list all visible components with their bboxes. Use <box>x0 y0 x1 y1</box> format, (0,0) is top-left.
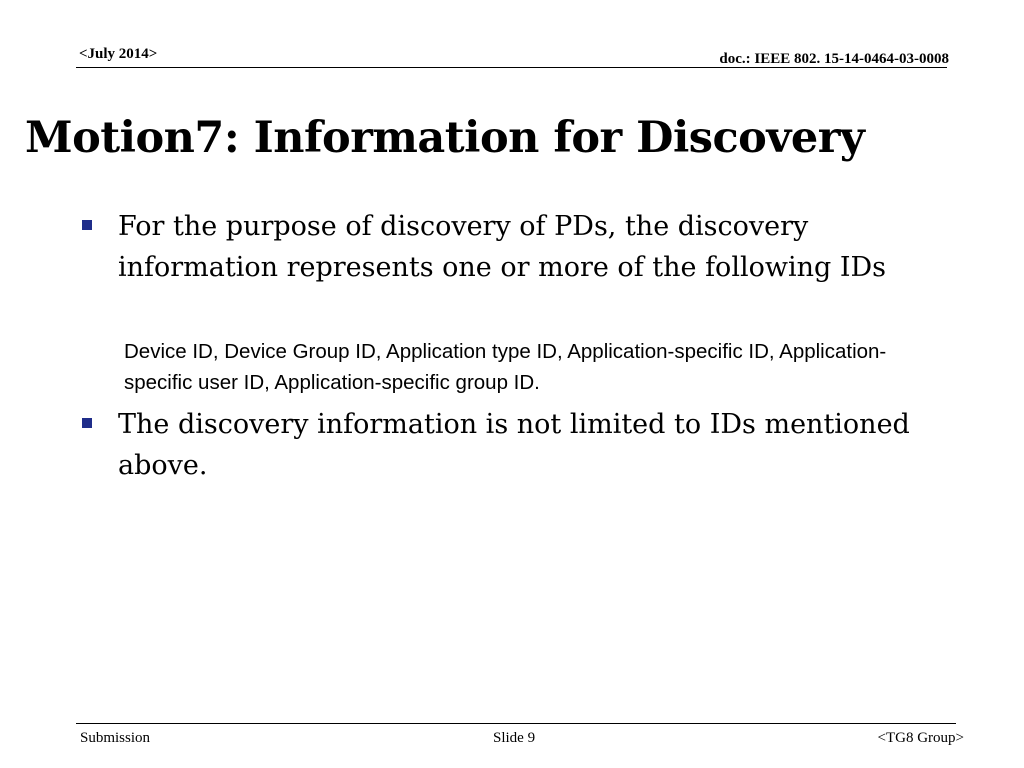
header-doc-id: doc.: IEEE 802. 15-14-0464-03-0008 <box>719 51 949 67</box>
footer-submission: Submission <box>80 730 151 746</box>
footer-divider <box>76 723 956 724</box>
bullet-item <box>118 206 938 288</box>
footer-slide-number: Slide 9 <box>493 730 536 746</box>
square-bullet-icon <box>82 220 92 230</box>
slide-title: Motion7: Information for Discovery <box>25 113 865 163</box>
header-date: <July 2014> <box>79 46 158 62</box>
square-bullet-icon <box>82 418 92 428</box>
header-divider <box>76 67 947 68</box>
bullet-text: The discovery information is not limited to IDs mentioned above. <box>118 409 910 481</box>
footer-group: <TG8 Group> <box>877 730 964 746</box>
bullet-item <box>118 404 938 486</box>
bullet-subtext: Device ID, Device Group ID, Application type ID, Application-specific ID, Application-specific user ID, Application-specific group ID. <box>124 340 887 394</box>
bullet-text: For the purpose of discovery of PDs, the discovery information represents one or more of the following IDs <box>118 211 887 283</box>
